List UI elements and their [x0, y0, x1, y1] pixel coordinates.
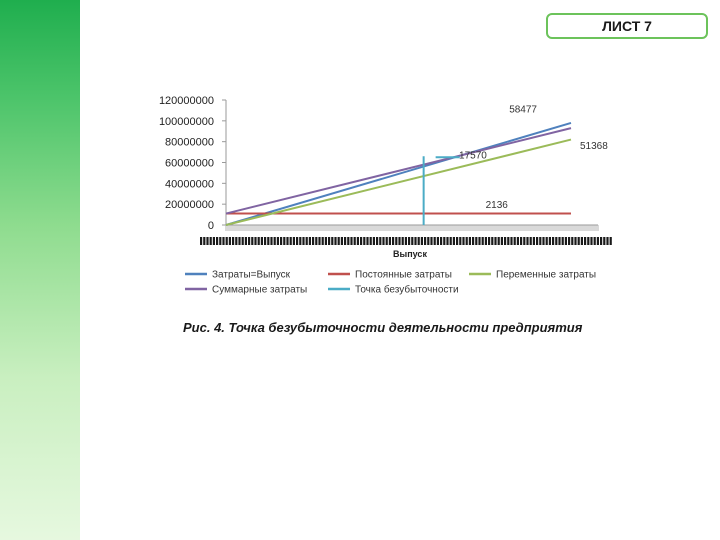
x-tick-label-glyph: [427, 237, 429, 245]
x-tick-label-glyph: [338, 237, 340, 245]
legend-item: [469, 270, 596, 281]
x-tick-label-glyph: [299, 237, 301, 245]
x-tick-label-glyph: [440, 237, 442, 245]
x-tick-label-glyph: [510, 237, 512, 245]
legend-label: Переменные затраты: [496, 269, 597, 281]
sheet-number-label: ЛИСТ 7: [602, 18, 652, 34]
x-tick-label-glyph: [443, 237, 445, 245]
x-tick-label-glyph: [293, 237, 295, 245]
x-tick-label-glyph: [546, 237, 548, 245]
x-tick-label-glyph: [491, 237, 493, 245]
series-line-3: [226, 128, 571, 213]
x-tick-label-glyph: [453, 237, 455, 245]
legend-label: Постоянные затраты: [355, 269, 452, 281]
x-tick-label-glyph: [507, 237, 509, 245]
x-tick-label-glyph: [370, 237, 372, 245]
x-tick-label-glyph: [290, 237, 292, 245]
y-tick-label: 60000000: [165, 157, 214, 170]
x-tick-label-glyph: [229, 237, 231, 245]
legend-label: Суммарные затраты: [212, 284, 308, 296]
annotation-label: 17570: [459, 150, 487, 162]
x-tick-label-glyph: [539, 237, 541, 245]
x-tick-label-glyph: [402, 237, 404, 245]
x-tick-label-glyph: [216, 237, 218, 245]
x-tick-label-glyph: [520, 237, 522, 245]
x-tick-label-glyph: [373, 237, 375, 245]
x-tick-label-glyph: [312, 237, 314, 245]
chart-series: [226, 123, 571, 225]
x-tick-label-glyph: [309, 237, 311, 245]
x-tick-label-glyph: [533, 237, 535, 245]
x-tick-label-glyph: [517, 237, 519, 245]
x-tick-labels-band: [200, 237, 612, 245]
x-tick-label-glyph: [530, 237, 532, 245]
x-tick-label-glyph: [501, 237, 503, 245]
x-tick-label-glyph: [555, 237, 557, 245]
x-tick-label-glyph: [437, 237, 439, 245]
x-tick-label-glyph: [315, 237, 317, 245]
x-tick-label-glyph: [395, 237, 397, 245]
legend-item: [328, 270, 452, 281]
x-tick-label-glyph: [328, 237, 330, 245]
x-tick-label-glyph: [283, 237, 285, 245]
x-tick-label-glyph: [597, 237, 599, 245]
x-tick-label-glyph: [414, 237, 416, 245]
x-tick-label-glyph: [306, 237, 308, 245]
annotation-label: 2136: [485, 199, 508, 211]
x-tick-label-glyph: [200, 237, 202, 245]
x-tick-label-glyph: [590, 237, 592, 245]
x-tick-label-glyph: [344, 237, 346, 245]
legend-item: [185, 270, 291, 281]
x-tick-label-glyph: [296, 237, 298, 245]
figure-caption: Рис. 4. Точка безубыточности деятельности предприятия: [183, 320, 583, 335]
x-tick-label-glyph: [562, 237, 564, 245]
y-tick-label: 0: [207, 220, 214, 232]
x-tick-marks: [226, 225, 598, 231]
x-tick-label-glyph: [606, 237, 608, 245]
x-tick-label-glyph: [238, 237, 240, 245]
x-tick-label-glyph: [325, 237, 327, 245]
x-tick-label-glyph: [552, 237, 554, 245]
x-tick-label-glyph: [584, 237, 586, 245]
x-tick-label-glyph: [408, 237, 410, 245]
annotation-label: 51368: [579, 140, 608, 152]
x-tick-label-glyph: [498, 237, 500, 245]
x-tick-label-glyph: [280, 237, 282, 245]
x-tick-label-glyph: [571, 237, 573, 245]
x-tick-label-glyph: [232, 237, 234, 245]
x-tick-label-glyph: [357, 237, 359, 245]
x-tick-label-glyph: [603, 237, 605, 245]
x-tick-label-glyph: [526, 237, 528, 245]
x-tick-label-glyph: [456, 237, 458, 245]
x-tick-label-glyph: [482, 237, 484, 245]
x-tick-label-glyph: [392, 237, 394, 245]
legend-label: Затраты=Выпуск: [212, 269, 291, 281]
x-tick-label-glyph: [466, 237, 468, 245]
x-tick-label-glyph: [386, 237, 388, 245]
x-tick-label-glyph: [258, 237, 260, 245]
x-tick-label-glyph: [523, 237, 525, 245]
x-tick-label-glyph: [478, 237, 480, 245]
x-tick-label-glyph: [504, 237, 506, 245]
y-tick-label: 120000000: [158, 95, 214, 107]
x-tick-label-glyph: [514, 237, 516, 245]
x-tick-label-glyph: [389, 237, 391, 245]
x-tick-label-glyph: [350, 237, 352, 245]
x-tick-label-glyph: [270, 237, 272, 245]
chart-annotations: [459, 105, 608, 211]
x-tick-label-glyph: [469, 237, 471, 245]
x-tick-label-glyph: [430, 237, 432, 245]
x-tick-label-glyph: [472, 237, 474, 245]
x-tick-label-glyph: [210, 237, 212, 245]
x-tick-label-glyph: [254, 237, 256, 245]
x-tick-label-glyph: [459, 237, 461, 245]
x-tick-label-glyph: [322, 237, 324, 245]
x-tick-label-glyph: [600, 237, 602, 245]
x-tick-label-glyph: [264, 237, 266, 245]
x-tick-label-glyph: [354, 237, 356, 245]
x-tick-label-glyph: [578, 237, 580, 245]
x-tick-label-glyph: [549, 237, 551, 245]
x-tick-label-glyph: [411, 237, 413, 245]
series-line-2: [226, 140, 571, 225]
x-tick-label-glyph: [318, 237, 320, 245]
y-tick-label: 20000000: [165, 199, 214, 212]
x-tick-label-glyph: [251, 237, 253, 245]
x-tick-label-glyph: [462, 237, 464, 245]
x-tick-label-glyph: [488, 237, 490, 245]
x-tick-label-glyph: [610, 237, 612, 245]
x-tick-label-glyph: [587, 237, 589, 245]
x-tick-label-glyph: [366, 237, 368, 245]
x-tick-label-glyph: [581, 237, 583, 245]
chart-legend: [185, 270, 596, 296]
x-tick-label-glyph: [558, 237, 560, 245]
x-tick-label-glyph: [245, 237, 247, 245]
annotation-label: 58477: [509, 104, 538, 116]
y-tick-label: 40000000: [165, 178, 214, 191]
x-tick-label-glyph: [446, 237, 448, 245]
x-tick-label-glyph: [450, 237, 452, 245]
x-tick-label-glyph: [203, 237, 205, 245]
x-tick-label-glyph: [341, 237, 343, 245]
x-tick-label-glyph: [398, 237, 400, 245]
x-tick-label-glyph: [494, 237, 496, 245]
x-tick-label-glyph: [206, 237, 208, 245]
x-tick-label-glyph: [565, 237, 567, 245]
x-tick-label-glyph: [331, 237, 333, 245]
x-tick-label-glyph: [226, 237, 228, 245]
x-tick-label-glyph: [248, 237, 250, 245]
x-tick-label-glyph: [302, 237, 304, 245]
x-tick-label-glyph: [219, 237, 221, 245]
x-tick-label-glyph: [434, 237, 436, 245]
x-tick-label-glyph: [424, 237, 426, 245]
y-axis: [159, 95, 226, 232]
x-tick-label-glyph: [574, 237, 576, 245]
x-tick-label-glyph: [286, 237, 288, 245]
y-tick-label: 80000000: [165, 136, 214, 149]
x-tick-label-glyph: [536, 237, 538, 245]
x-axis: [200, 225, 612, 259]
x-tick-label-glyph: [418, 237, 420, 245]
x-tick-label-glyph: [213, 237, 215, 245]
legend-item: [185, 285, 307, 296]
x-tick-label-glyph: [274, 237, 276, 245]
x-tick-label-glyph: [568, 237, 570, 245]
x-tick-label-glyph: [235, 237, 237, 245]
x-tick-label-glyph: [382, 237, 384, 245]
x-tick-label-glyph: [376, 237, 378, 245]
x-axis-title: Выпуск: [393, 249, 427, 259]
series-line-0: [226, 123, 571, 225]
y-tick-label: 100000000: [158, 115, 214, 128]
x-tick-label-glyph: [485, 237, 487, 245]
x-tick-label-glyph: [475, 237, 477, 245]
x-tick-label-glyph: [277, 237, 279, 245]
x-tick-label-glyph: [334, 237, 336, 245]
x-tick-label-glyph: [360, 237, 362, 245]
x-tick-label-glyph: [242, 237, 244, 245]
x-tick-label-glyph: [261, 237, 263, 245]
x-tick-label-glyph: [542, 237, 544, 245]
x-tick-label-glyph: [379, 237, 381, 245]
x-tick-label-glyph: [363, 237, 365, 245]
legend-item: [328, 284, 459, 296]
x-tick-label-glyph: [405, 237, 407, 245]
x-tick-label-glyph: [421, 237, 423, 245]
legend-label: Точка безубыточности: [355, 284, 459, 296]
x-tick-label-glyph: [347, 237, 349, 245]
x-tick-label-glyph: [222, 237, 224, 245]
x-tick-label-glyph: [267, 237, 269, 245]
x-tick-label-glyph: [594, 237, 596, 245]
